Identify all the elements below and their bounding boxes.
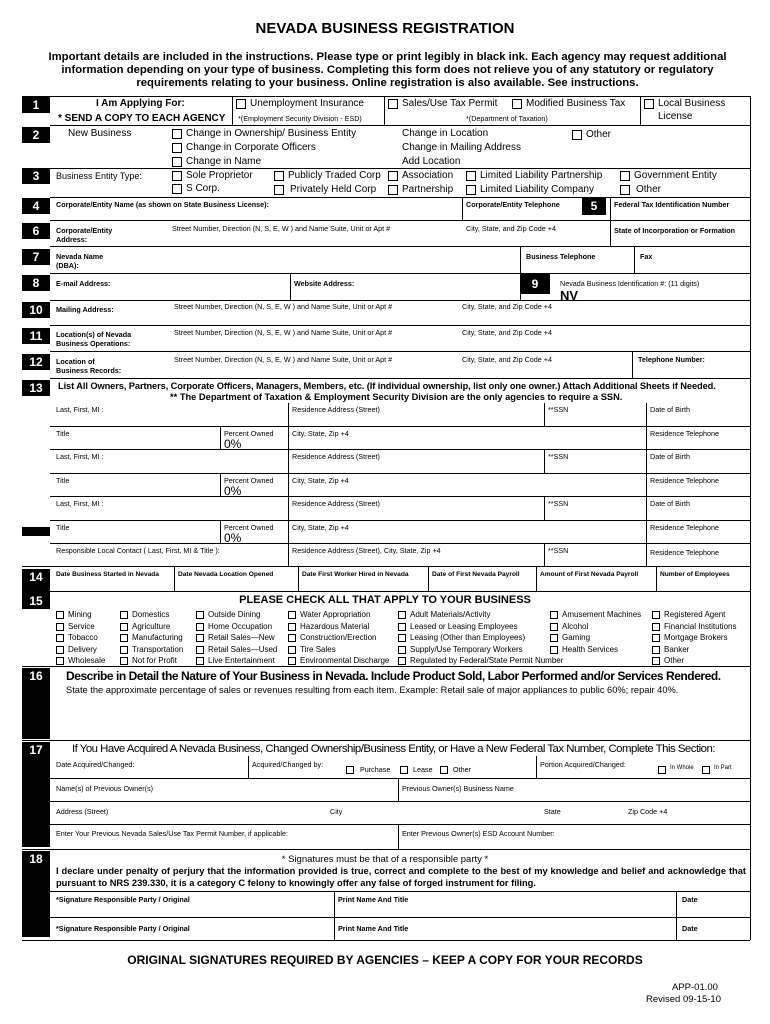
ssn-label: **SSN bbox=[548, 452, 569, 461]
rule bbox=[676, 891, 677, 940]
rule bbox=[520, 273, 521, 300]
rule bbox=[220, 426, 221, 449]
rule bbox=[750, 96, 751, 940]
category-checkbox[interactable] bbox=[56, 611, 64, 619]
city-label: City, State, Zip +4 bbox=[292, 523, 349, 532]
category-checkbox[interactable] bbox=[652, 646, 660, 654]
s-corp-label: S Corp. bbox=[186, 183, 220, 194]
rule bbox=[50, 325, 750, 326]
private-corp-label: Privately Held Corp bbox=[290, 184, 377, 195]
declaration-text: I declare under penalty of perjury that the information provided is true, correct and complete to the best of my knowledge and belief and acknowledge that pursuant to NRS 239.330, it is a category C felony to knowingly offer any false of forged instrument for filing. bbox=[56, 866, 746, 888]
rule bbox=[544, 403, 545, 426]
nature-subheading: State the approximate percentage of sales or revenues resulting from each item. Example: Retail sale of major appliances to public 60%; repair 40%. bbox=[66, 685, 679, 695]
category-label: Live Entertainment bbox=[208, 656, 275, 665]
taxation-note: *(Department of Taxation) bbox=[466, 114, 548, 123]
category-label: Hazardous Material bbox=[300, 621, 370, 631]
category-label: Leasing (Other than Employees) bbox=[410, 633, 526, 642]
category-checkbox[interactable] bbox=[398, 646, 406, 654]
street-hint: Street Number, Direction (N, S, E, W ) and Name Suite, Unit or Apt # bbox=[174, 355, 393, 364]
purchase-label: Purchase bbox=[360, 765, 391, 774]
print-name-label: Print Name And Title bbox=[338, 895, 409, 904]
prev-city-label: City bbox=[330, 807, 343, 816]
rule bbox=[50, 220, 750, 221]
residence-label: Residence Address (Street) bbox=[292, 499, 380, 508]
send-copy-label: * SEND A COPY TO EACH AGENCY bbox=[58, 113, 226, 124]
rule bbox=[50, 917, 750, 918]
date-label: Date bbox=[682, 924, 698, 933]
responsible-contact-label: Responsible Local Contact ( Last, First, MI & Title ): bbox=[56, 546, 220, 555]
section-number: 13 bbox=[29, 381, 43, 395]
nv-id-label: Nevada Business Identification #: (11 digits) bbox=[560, 279, 700, 288]
category-checkbox[interactable] bbox=[56, 657, 64, 665]
category-checkbox[interactable] bbox=[120, 634, 128, 642]
rule bbox=[398, 824, 399, 849]
category-label: Tobacco bbox=[68, 633, 98, 642]
corp-name-label: Corporate/Entity Name (as shown on State Business License): bbox=[56, 200, 269, 209]
rule bbox=[334, 891, 335, 940]
section-number: 8 bbox=[32, 276, 40, 290]
city-hint: City, State, and Zip Code +4 bbox=[462, 328, 552, 337]
category-checkbox[interactable] bbox=[196, 646, 204, 654]
rule bbox=[50, 496, 750, 497]
rule bbox=[536, 756, 537, 778]
rule bbox=[646, 403, 647, 566]
section-number: 7 bbox=[32, 250, 40, 264]
dob-label: Date of Birth bbox=[650, 405, 690, 414]
in-part-checkbox[interactable] bbox=[702, 766, 710, 774]
category-label: Agriculture bbox=[132, 621, 171, 631]
section-number: 16 bbox=[29, 669, 43, 683]
rule bbox=[632, 351, 633, 378]
in-whole-label: In Whole bbox=[670, 765, 694, 771]
rule bbox=[22, 849, 750, 850]
change-officers-checkbox[interactable] bbox=[172, 143, 182, 153]
dob-label: Date of Birth bbox=[650, 499, 690, 508]
rule bbox=[50, 351, 750, 352]
category-label: Retail Sales—Used bbox=[208, 644, 278, 654]
other-acquired-checkbox[interactable] bbox=[440, 766, 448, 774]
category-label: Adult Materials/Activity bbox=[410, 610, 491, 619]
residence-label: Residence Address (Street) bbox=[292, 452, 380, 461]
purchase-checkbox[interactable] bbox=[346, 766, 354, 774]
prev-state-label: State bbox=[544, 807, 561, 816]
rule bbox=[50, 426, 750, 427]
category-checkbox[interactable] bbox=[652, 623, 660, 631]
business-phone-label: Business Telephone bbox=[526, 252, 596, 261]
first-worker-label: Date First Worker Hired in Nevada bbox=[302, 571, 409, 578]
category-label: Wholesale bbox=[68, 656, 106, 665]
category-label: Service bbox=[68, 621, 95, 631]
pct-owned-label: Percent Owned bbox=[224, 476, 274, 485]
signature-note: * Signatures must be that of a responsible party * bbox=[281, 854, 489, 865]
category-checkbox[interactable] bbox=[196, 611, 204, 619]
rule bbox=[50, 891, 750, 892]
nv-prefix: NV bbox=[560, 288, 579, 303]
rule bbox=[544, 496, 545, 520]
rule bbox=[520, 246, 521, 273]
ssn-label: **SSN bbox=[548, 499, 569, 508]
rule bbox=[248, 756, 249, 778]
corp-address-label: Corporate/Entity bbox=[56, 226, 113, 235]
category-checkbox[interactable] bbox=[196, 634, 204, 642]
rule bbox=[50, 125, 750, 126]
owner-title-label: Title bbox=[56, 476, 70, 485]
section-number: 1 bbox=[32, 98, 40, 112]
payroll-amount-label: Amount of First Nevada Payroll bbox=[540, 571, 639, 578]
s-corp-checkbox[interactable] bbox=[172, 184, 182, 194]
city-hint: City, State, and Zip Code +4 bbox=[462, 302, 552, 311]
fein-label: Federal Tax Identification Number bbox=[614, 200, 730, 209]
owner-title-label: Title bbox=[56, 429, 70, 438]
category-label: Manufacturing bbox=[132, 633, 183, 642]
category-label: Retail Sales—New bbox=[208, 633, 275, 642]
rule bbox=[50, 473, 750, 474]
other-entity-checkbox[interactable] bbox=[620, 185, 630, 195]
private-corp-checkbox[interactable] bbox=[274, 185, 284, 195]
section-number: 18 bbox=[29, 852, 43, 866]
pct-owned-label: Percent Owned bbox=[224, 523, 274, 532]
acquired-heading: If You Have Acquired A Nevada Business, Changed Ownership/Business Entity, or Have a New Federal Tax Number, Complete This Section: bbox=[72, 743, 715, 755]
rule bbox=[50, 778, 750, 779]
prev-permit-label: Enter Your Previous Nevada Sales/Use Tax Permit Number, if applicable: bbox=[56, 829, 288, 838]
government-checkbox[interactable] bbox=[620, 171, 630, 181]
category-checkbox[interactable] bbox=[196, 657, 204, 665]
email-label: E-mail Address: bbox=[56, 279, 111, 288]
prev-business-label: Previous Owner(s) Business Name bbox=[402, 784, 514, 793]
rule bbox=[536, 566, 537, 591]
rule bbox=[50, 449, 750, 450]
res-phone-label: Residence Telephone bbox=[650, 476, 719, 485]
category-checkbox[interactable] bbox=[652, 634, 660, 642]
form-title: NEVADA BUSINESS REGISTRATION bbox=[255, 20, 515, 37]
records-label: Business Records: bbox=[56, 366, 122, 375]
rule bbox=[22, 666, 750, 667]
employees-label: Number of Employees bbox=[660, 571, 730, 578]
category-checkbox[interactable] bbox=[652, 657, 660, 665]
corp-address-label: Address: bbox=[56, 235, 88, 244]
category-checkbox[interactable] bbox=[550, 611, 558, 619]
change-officers-label: Change in Corporate Officers bbox=[186, 142, 316, 153]
category-label: Domestics bbox=[132, 610, 170, 619]
last-first-label: Last, First, MI : bbox=[56, 405, 104, 414]
owners-heading: List All Owners, Partners, Corporate Officers, Managers, Members, etc. (If individual ownership, list only one owner.) Attach Additional Sheets if Needed. bbox=[58, 381, 716, 391]
change-name-label: Change in Name bbox=[186, 156, 262, 167]
lease-checkbox[interactable] bbox=[400, 766, 408, 774]
category-checkbox[interactable] bbox=[398, 623, 406, 631]
category-label: Amusement Machines bbox=[562, 610, 642, 619]
rule bbox=[290, 273, 291, 300]
section-bar bbox=[22, 742, 50, 847]
entity-type-label: Business Entity Type: bbox=[56, 171, 142, 181]
rule bbox=[50, 801, 750, 802]
owners-subheading: ** The Department of Taxation & Employment Security Division are the only agencies to require a SSN. bbox=[170, 392, 623, 402]
local-license-label: Local Business bbox=[658, 98, 726, 109]
date-opened-label: Date Nevada Location Opened bbox=[178, 571, 274, 578]
pct-owned-value[interactable]: 0% bbox=[224, 484, 242, 498]
rule bbox=[22, 566, 750, 567]
signature-label: *Signature Responsible Party / Original bbox=[56, 895, 190, 904]
pct-owned-label: Percent Owned bbox=[224, 429, 274, 438]
category-checkbox[interactable] bbox=[120, 657, 128, 665]
original-signatures-note: ORIGINAL SIGNATURES REQUIRED BY AGENCIES – KEEP A COPY FOR YOUR RECORDS bbox=[127, 953, 643, 967]
rule bbox=[220, 473, 221, 496]
category-label: Supply/Use Temporary Workers bbox=[410, 644, 523, 654]
ssn-label: **SSN bbox=[548, 546, 569, 555]
category-checkbox[interactable] bbox=[120, 623, 128, 631]
change-ownership-label: Change in Ownership/ Business Entity bbox=[186, 128, 357, 139]
change-location-label: Change in Location bbox=[402, 128, 489, 139]
city-label: City, State, Zip +4 bbox=[292, 429, 349, 438]
rule bbox=[640, 96, 641, 125]
category-label: Financial Institutions bbox=[664, 621, 737, 631]
category-label: Other bbox=[664, 656, 685, 665]
llp-label: Limited Liability Partnership bbox=[480, 170, 603, 181]
date-label: Date bbox=[682, 895, 698, 904]
website-label: Website Address: bbox=[294, 279, 355, 288]
signature-label: *Signature Responsible Party / Original bbox=[56, 924, 190, 933]
rule bbox=[50, 520, 750, 521]
section-number: 6 bbox=[32, 224, 40, 238]
llc-label: Limited Liability Company bbox=[480, 184, 594, 195]
first-payroll-label: Date of First Nevada Payroll bbox=[432, 571, 520, 578]
category-label: Gaming bbox=[562, 633, 591, 642]
section-number: 5 bbox=[590, 199, 598, 213]
owner-title-label: Title bbox=[56, 523, 70, 532]
category-label: Transportation bbox=[132, 644, 184, 654]
prev-esd-label: Enter Previous Owner(s) ESD Account Number: bbox=[402, 829, 555, 838]
section-number: 12 bbox=[29, 355, 43, 369]
rule bbox=[428, 566, 429, 591]
section-number: 4 bbox=[32, 199, 40, 213]
intro-text: Important details are included in the instructions. Please type or print legibly in black ink. Each agency may request additional information depending on your type of business. Completing this form does not relieve you of any statutory or regulatory requirements relating to your business. Online registration is also available. See instructions. bbox=[48, 51, 727, 89]
portion-label: Portion Acquired/Changed: bbox=[540, 760, 626, 769]
category-label: Mining bbox=[68, 610, 92, 619]
category-checkbox[interactable] bbox=[288, 611, 296, 619]
category-checkbox[interactable] bbox=[550, 646, 558, 654]
prev-address-label: Address (Street) bbox=[56, 807, 109, 816]
rule bbox=[50, 197, 750, 198]
rule bbox=[462, 197, 463, 220]
category-label: Not for Profit bbox=[132, 656, 177, 665]
revision-date: Revised 09-15-10 bbox=[646, 994, 721, 1005]
rule bbox=[22, 591, 750, 592]
local-license-label: License bbox=[658, 111, 693, 122]
category-label: Tire Sales bbox=[300, 644, 336, 654]
section-number: 9 bbox=[531, 277, 539, 291]
pct-owned-value[interactable]: 0% bbox=[224, 531, 242, 545]
in-part-label: In Part bbox=[714, 765, 732, 771]
association-checkbox[interactable] bbox=[388, 171, 398, 181]
residence-label: Residence Address (Street) bbox=[292, 405, 380, 414]
category-checkbox[interactable] bbox=[398, 634, 406, 642]
new-business-label: New Business bbox=[68, 128, 132, 139]
section-number: 10 bbox=[29, 303, 43, 317]
add-location-label: Add Location bbox=[402, 156, 461, 167]
modified-business-tax-checkbox[interactable] bbox=[512, 99, 522, 109]
form-number: APP-01.00 bbox=[672, 982, 718, 993]
prev-owner-label: Name(s) of Previous Owner(s) bbox=[56, 784, 154, 793]
category-checkbox[interactable] bbox=[550, 634, 558, 642]
local-license-checkbox[interactable] bbox=[644, 99, 654, 109]
category-label: Alcohol bbox=[562, 621, 589, 631]
category-checkbox[interactable] bbox=[398, 657, 406, 665]
government-label: Government Entity bbox=[634, 170, 717, 181]
prev-zip-label: Zip Code +4 bbox=[628, 807, 668, 816]
rule bbox=[398, 778, 399, 801]
category-checkbox[interactable] bbox=[196, 623, 204, 631]
rule bbox=[544, 449, 545, 473]
dba-label: (DBA): bbox=[56, 261, 79, 270]
category-checkbox[interactable] bbox=[288, 646, 296, 654]
category-label: Environmental Discharge bbox=[300, 656, 390, 665]
sole-proprietor-checkbox[interactable] bbox=[172, 171, 182, 181]
esd-note: *(Employment Security Division - ESD) bbox=[238, 114, 362, 123]
category-label: Construction/Erection bbox=[300, 633, 377, 642]
category-checkbox[interactable] bbox=[56, 646, 64, 654]
rule bbox=[220, 520, 221, 543]
category-checkbox[interactable] bbox=[652, 611, 660, 619]
section-number: 17 bbox=[29, 743, 43, 757]
sales-use-checkbox[interactable] bbox=[388, 99, 398, 109]
records-phone-label: Telephone Number: bbox=[638, 355, 705, 364]
rule bbox=[298, 566, 299, 591]
partnership-label: Partnership bbox=[402, 184, 454, 195]
fax-label: Fax bbox=[640, 252, 653, 261]
acquired-by-label: Acquired/Changed by: bbox=[252, 760, 324, 769]
rule bbox=[544, 543, 545, 566]
rule bbox=[22, 740, 750, 741]
other-acquired-label: Other bbox=[453, 765, 471, 774]
rule bbox=[174, 566, 175, 591]
rule bbox=[232, 96, 233, 125]
category-checkbox[interactable] bbox=[288, 657, 296, 665]
street-hint: Street Number, Direction (N, S, E, W ) and Name Suite, Unit or Apt # bbox=[174, 302, 393, 311]
rule bbox=[50, 300, 750, 301]
change-ownership-checkbox[interactable] bbox=[172, 129, 182, 139]
date-acquired-label: Date Acquired/Changed: bbox=[56, 760, 135, 769]
res-phone-label: Residence Telephone bbox=[650, 429, 719, 438]
sales-use-label: Sales/Use Tax Permit bbox=[402, 98, 498, 109]
category-label: Delivery bbox=[68, 644, 97, 654]
pct-owned-value[interactable]: 0% bbox=[224, 437, 242, 451]
other-change-checkbox[interactable] bbox=[572, 130, 582, 140]
category-label: Leased or Leasing Employees bbox=[410, 621, 518, 631]
mailing-label: Mailing Address: bbox=[56, 305, 114, 314]
ssn-label: **SSN bbox=[548, 405, 569, 414]
street-hint: Street Number, Direction (N, S, E, W ) and Name Suite, Unit or Apt # bbox=[172, 224, 391, 233]
corp-phone-label: Corporate/Entity Telephone bbox=[466, 200, 560, 209]
section-bar bbox=[22, 527, 50, 536]
section-number: 3 bbox=[32, 169, 40, 183]
category-checkbox[interactable] bbox=[398, 611, 406, 619]
category-label: Regulated by Federal/State Permit Number bbox=[410, 656, 564, 665]
llc-checkbox[interactable] bbox=[466, 185, 476, 195]
other-entity-label: Other bbox=[636, 184, 662, 195]
city-hint: City, State, and Zip Code +4 bbox=[462, 355, 552, 364]
section-number: 2 bbox=[32, 128, 40, 142]
res-phone-label: Residence Telephone bbox=[650, 523, 719, 532]
dob-label: Date of Birth bbox=[650, 452, 690, 461]
section-number: 14 bbox=[29, 570, 43, 584]
rule bbox=[610, 197, 611, 246]
rule bbox=[50, 378, 750, 379]
sole-proprietor-label: Sole Proprietor bbox=[186, 170, 253, 181]
category-checkbox[interactable] bbox=[56, 634, 64, 642]
change-mailing-label: Change in Mailing Address bbox=[402, 142, 521, 153]
applying-for-label: I Am Applying For: bbox=[96, 98, 185, 109]
category-checkbox[interactable] bbox=[56, 623, 64, 631]
llp-checkbox[interactable] bbox=[466, 171, 476, 181]
street-hint: Street Number, Direction (N, S, E, W ) and Name Suite, Unit or Apt # bbox=[174, 328, 393, 337]
category-checkbox[interactable] bbox=[288, 634, 296, 642]
res-phone-label: Residence Telephone bbox=[650, 548, 719, 557]
rule bbox=[50, 824, 750, 825]
rule bbox=[50, 168, 750, 169]
dba-label: Nevada Name bbox=[56, 252, 104, 261]
responsible-address-label: Residence Address (Street), City, State, Zip +4 bbox=[292, 546, 441, 555]
date-started-label: Date Business Started in Nevada bbox=[56, 571, 159, 578]
city-label: City, State, Zip +4 bbox=[292, 476, 349, 485]
in-whole-checkbox[interactable] bbox=[658, 766, 666, 774]
lease-label: Lease bbox=[413, 765, 433, 774]
category-label: Water Appropriation bbox=[300, 610, 371, 619]
last-first-label: Last, First, MI : bbox=[56, 452, 104, 461]
category-label: Outside Dining bbox=[208, 610, 261, 619]
category-label: Mortgage Brokers bbox=[664, 633, 728, 642]
location-label: Business Operations: bbox=[56, 339, 131, 348]
unemployment-label: Unemployment Insurance bbox=[250, 98, 364, 109]
change-name-checkbox[interactable] bbox=[172, 157, 182, 167]
rule bbox=[634, 246, 635, 273]
other-change-label: Other bbox=[586, 129, 612, 140]
section-number: 15 bbox=[29, 594, 43, 608]
category-label: Health Services bbox=[562, 644, 619, 654]
print-name-label: Print Name And Title bbox=[338, 924, 409, 933]
rule bbox=[384, 96, 385, 125]
state-incorporation-label: State of Incorporation or Formation bbox=[614, 226, 735, 235]
category-label: Home Occupation bbox=[208, 621, 273, 631]
category-checkbox[interactable] bbox=[550, 623, 558, 631]
records-label: Location of bbox=[56, 357, 95, 366]
check-all-heading: PLEASE CHECK ALL THAT APPLY TO YOUR BUSINESS bbox=[239, 594, 531, 606]
rule bbox=[656, 566, 657, 591]
rule bbox=[50, 543, 750, 544]
association-label: Association bbox=[402, 170, 454, 181]
section-number: 11 bbox=[29, 329, 43, 343]
rule bbox=[50, 246, 750, 247]
last-first-label: Last, First, MI : bbox=[56, 499, 104, 508]
rule bbox=[288, 403, 289, 566]
public-corp-label: Publicly Traded Corp bbox=[288, 170, 381, 181]
city-hint: City, State, and Zip Code +4 bbox=[466, 224, 556, 233]
rule bbox=[22, 940, 750, 941]
category-checkbox[interactable] bbox=[120, 646, 128, 654]
category-label: Registered Agent bbox=[664, 610, 726, 619]
category-checkbox[interactable] bbox=[120, 611, 128, 619]
public-corp-checkbox[interactable] bbox=[274, 171, 284, 181]
partnership-checkbox[interactable] bbox=[388, 185, 398, 195]
modified-business-tax-label: Modified Business Tax bbox=[526, 98, 626, 109]
category-label: Banker bbox=[664, 644, 690, 654]
unemployment-checkbox[interactable] bbox=[236, 99, 246, 109]
location-label: Location(s) of Nevada bbox=[56, 330, 132, 339]
nature-heading: Describe in Detail the Nature of Your Business in Nevada. Include Product Sold, Labor Performed and/or Services Rendered. bbox=[66, 669, 721, 683]
rule bbox=[50, 273, 750, 274]
category-checkbox[interactable] bbox=[288, 623, 296, 631]
